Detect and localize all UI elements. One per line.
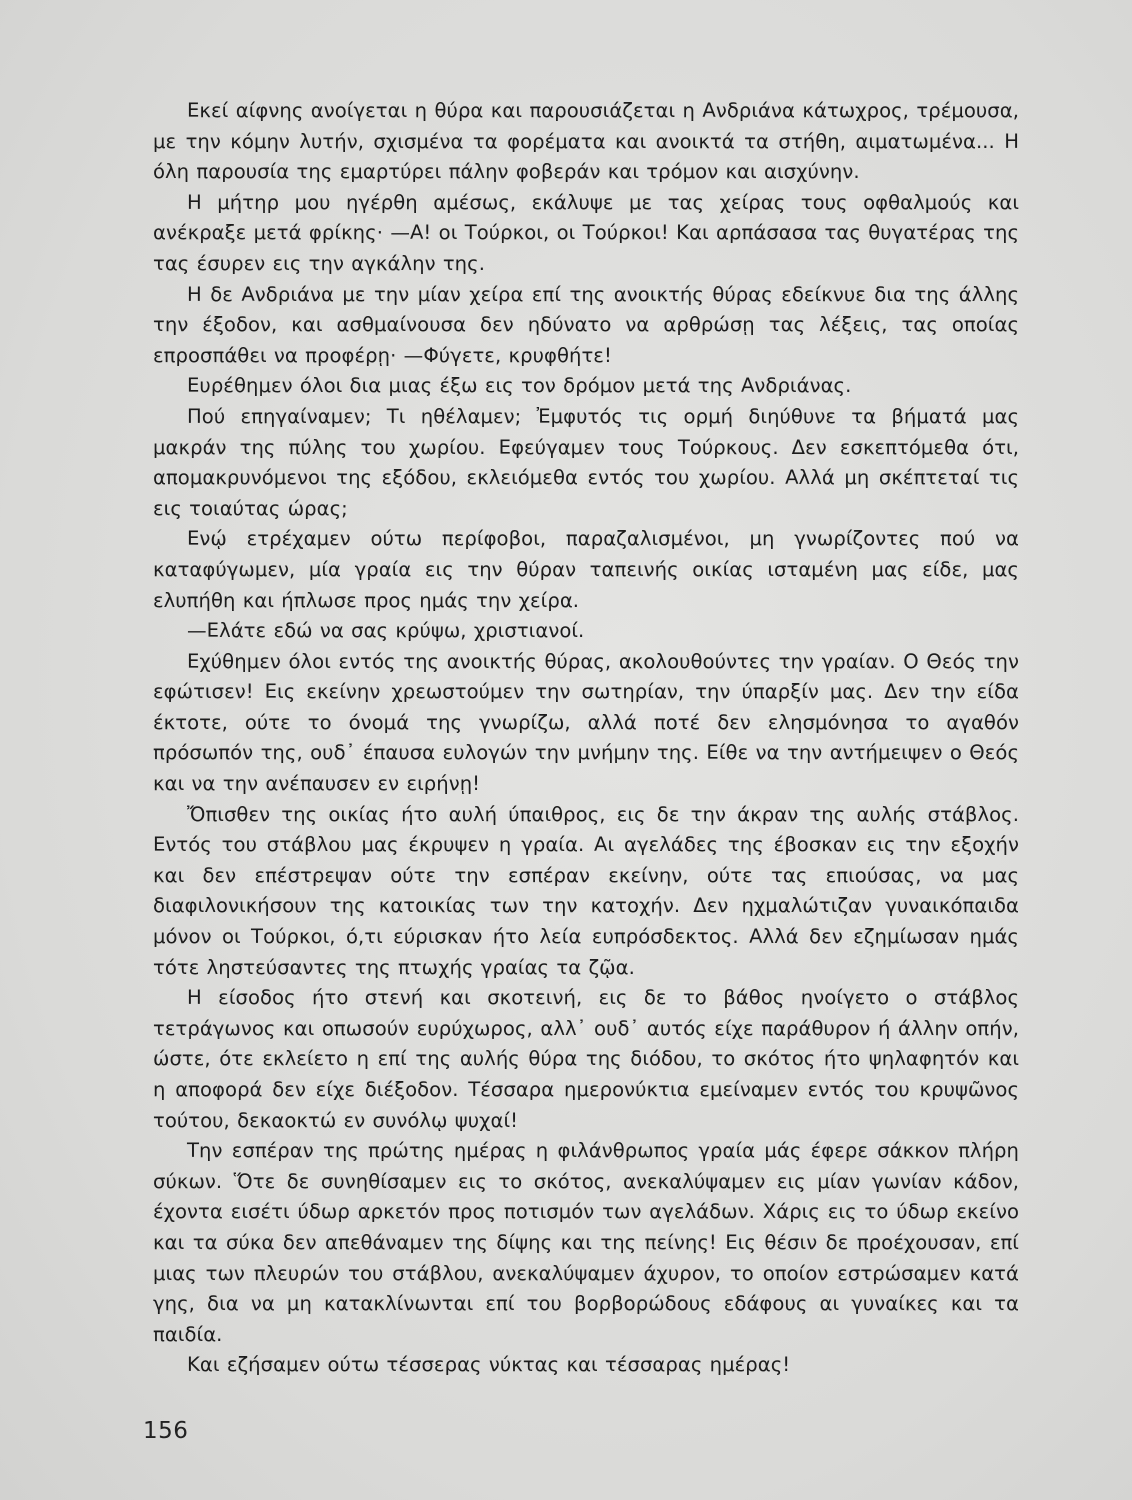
paragraph: Πού επηγαίναμεν; Τι ηθέλαμεν; Ἐμφυτός τις ορμή διηύθυνε τα βήματά μας μακράν της πύλης του χωρίου. Εφεύγαμεν τους Τούρκους. Δεν εσκεπτόμεθα ότι, απομακρυνόμενοι της εξόδου, εκλειόμεθα εντός του χωρίου. Αλλά μη σκέπτεταί τις εις τοιαύτας ώρας; (153, 404, 1019, 520)
body-text (153, 96, 1019, 1381)
paragraph: Εχύθημεν όλοι εντός της ανοικτής θύρας, ακολουθούντες την γραίαν. Ο Θεός την εφώτισεν! Εις εκείνην χρεωστούμεν την σωτηρίαν, την ύπαρξίν μας. Δεν την είδα έκτοτε, ούτε το όνομά της γνωρίζω, αλλά ποτέ δεν ελησμόνησα το αγαθόν πρόσωπόν της, ουδ᾽ έπαυσα ευλογών την μνήμην της. Είθε να την αντήμειψεν ο Θεός και να την ανέπαυσεν εν ειρήνῃ! (153, 649, 1019, 796)
page-number: 156 (143, 1418, 189, 1444)
paragraph: Ὄπισθεν της οικίας ήτο αυλή ύπαιθρος, εις δε την άκραν της αυλής στάβλος. Εντός του στάβλου μας έκρυψεν η γραία. Αι αγελάδες της έβοσκαν εις την εξοχήν και δεν επέστρεψαν ούτε την εσπέραν εκείνην, ούτε τας επιούσας, να μας διαφιλονικήσουν της κατοικίας των την κατοχήν. Δεν ηχμαλώτιζαν γυναικόπαιδα μόνον οι Τούρκοι, ό,τι εύρισκαν ήτο λεία ευπρόσδεκτος. Αλλά δεν εζημίωσαν ημάς τότε ληστεύσαντες της πτωχής γραίας τα ζῷα. (153, 802, 1019, 979)
paragraph: Και εζήσαμεν ούτω τέσσερας νύκτας και τέσσαρας ημέρας! (187, 1353, 791, 1377)
paragraph: Η δε Ανδριάνα με την μίαν χείρα επί της ανοικτής θύρας εδείκνυε δια της άλλης την έξοδον, και ασθμαίνουσα δεν ηδύνατο να αρθρώσῃ τας λέξεις, τας οποίας επροσπάθει να προφέρῃ· —Φύγετε, κρυφθήτε! (153, 282, 1019, 367)
paragraph: Ενῴ ετρέχαμεν ούτω περίφοβοι, παραζαλισμένοι, μη γνωρίζοντες πού να καταφύγωμεν, μία γραία εις την θύραν ταπεινής οικίας ισταμένη μας είδε, μας ελυπήθη και ήπλωσε προς ημάς την χείρα. (153, 527, 1019, 612)
paragraph: Η είσοδος ήτο στενή και σκοτεινή, εις δε το βάθος ηνοίγετο ο στάβλος τετράγωνος και οπωσούν ευρύχωρος, αλλ᾽ ουδ᾽ αυτός είχε παράθυρον ή άλλην οπήν, ώστε, ότε εκλείετο η επί της αυλής θύρα της διόδου, το σκότος ήτο ψηλαφητόν και η αποφορά δεν είχε διέξοδον. Τέσσαρα ημερονύκτια εμείναμεν εντός του κρυψῶνος τούτου, δεκαοκτώ εν συνόλῳ ψυχαί! (153, 986, 1019, 1132)
paragraph: —Ελάτε εδώ να σας κρύψω, χριστιανοί. (187, 619, 585, 643)
paragraph: Η μήτηρ μου ηγέρθη αμέσως, εκάλυψε με τας χείρας τους οφθαλμούς και ανέκραξε μετά φρίκης· —Α! οι Τούρκοι, οι Τούρκοι! Και αρπάσασα τας θυγατέρας της τας έσυρεν εις την αγκάλην της. (153, 190, 1019, 275)
paragraph: Ευρέθημεν όλοι δια μιας έξω εις τον δρόμον μετά της Ανδριάνας. (187, 374, 852, 398)
paragraph: Την εσπέραν της πρώτης ημέρας η φιλάνθρωπος γραία μάς έφερε σάκκον πλήρη σύκων. Ὅτε δε συνηθίσαμεν εις το σκότος, ανεκαλύψαμεν εις μίαν γωνίαν κάδον, έχοντα εισέτι ύδωρ αρκετόν προς ποτισμόν των αγελάδων. Χάρις εις το ύδωρ εκείνο και τα σύκα δεν απεθάναμεν της δίψης και της πείνης! Εις θέσιν δε προέχουσαν, επί μιας των πλευρών του στάβλου, ανεκαλύψαμεν άχυρον, το οποίον εστρώσαμεν κατά γης, δια να μη κατακλίνωνται επί του βορβορώδους εδάφους αι γυναίκες και τα παιδία. (153, 1139, 1019, 1346)
paragraph: Εκεί αίφνης ανοίγεται η θύρα και παρουσιάζεται η Ανδριάνα κάτωχρος, τρέμουσα, με την κόμην λυτήν, σχισμένα τα φορέματα και ανοικτά τα στήθη, αιματωμένα... Η όλη παρουσία της εμαρτύρει πάλην φοβεράν και τρόμον και αισχύνην. (153, 99, 1019, 184)
